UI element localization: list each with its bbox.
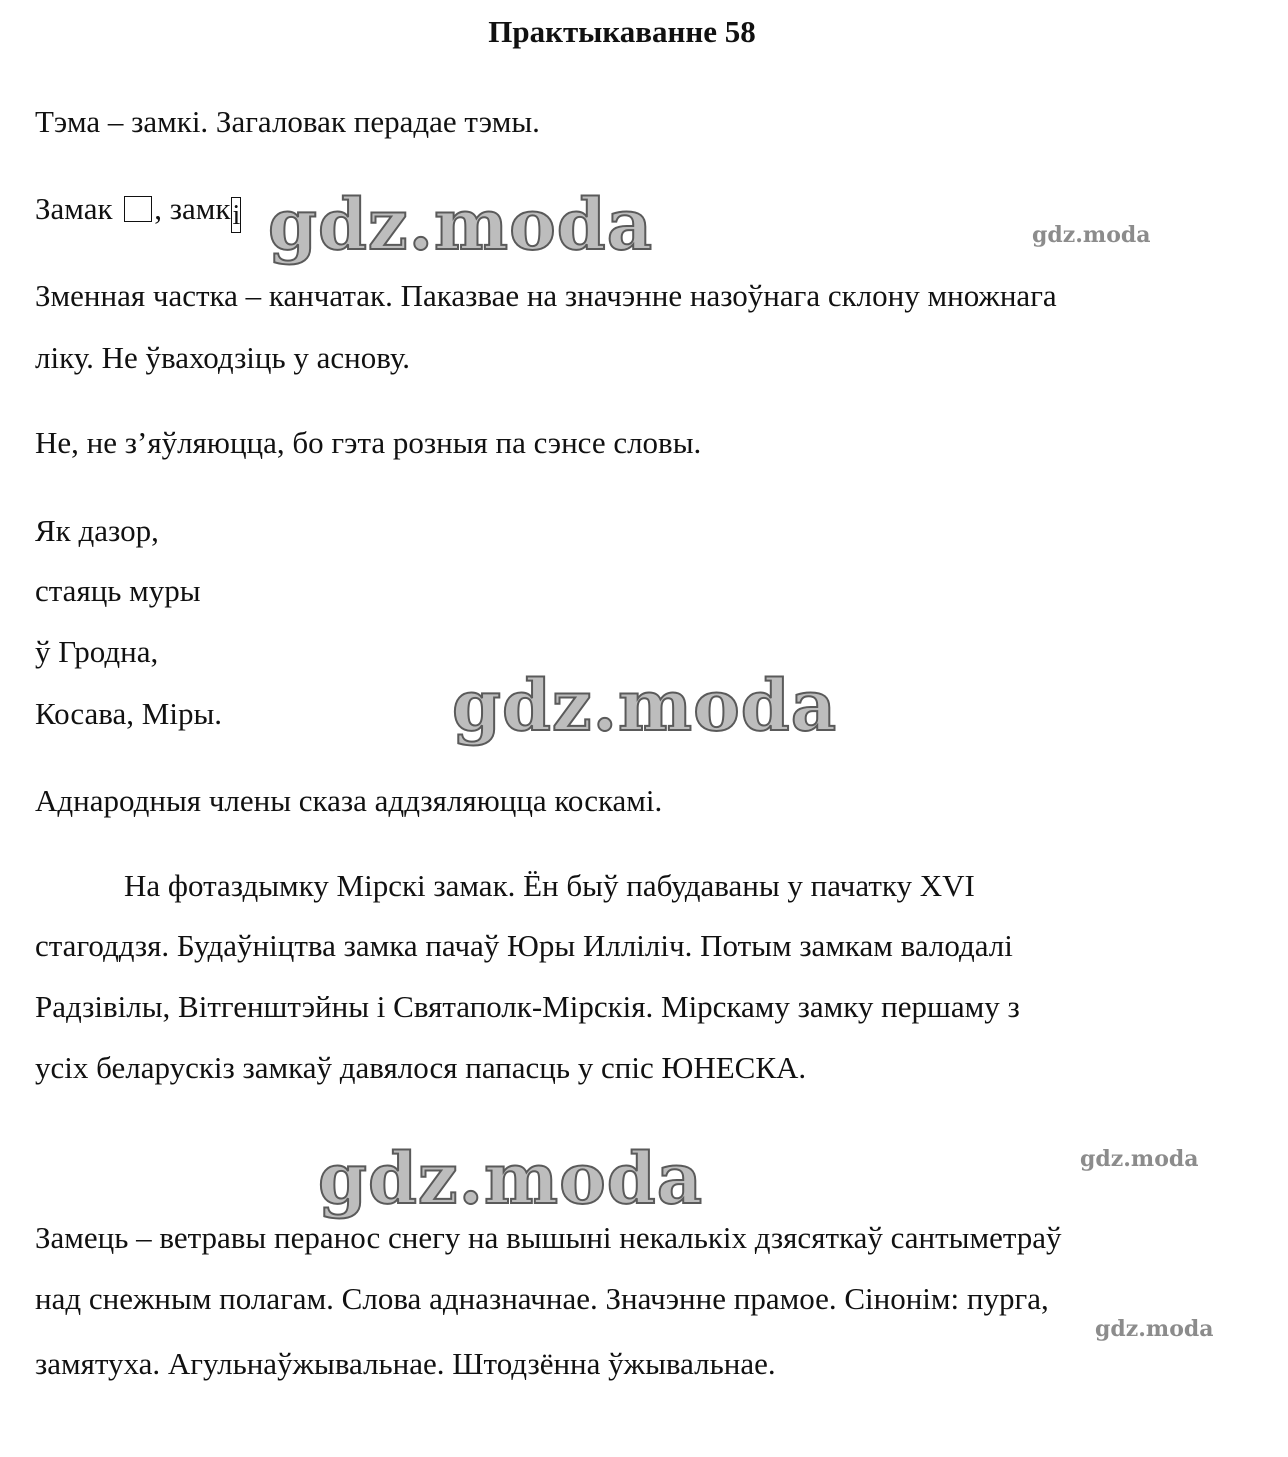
text-line-theme: Тэма – замкі. Загаловак перадае тэмы. <box>35 104 540 139</box>
word-zamak: Замак <box>35 191 121 226</box>
paragraph-line-4: усіх беларускіз замкаў давялося папасць у спіс ЮНЕСКА. <box>35 1050 807 1085</box>
watermark-logo: gdz.moda <box>318 1137 704 1220</box>
ending-mark <box>231 197 241 233</box>
definition-line-1: Замець – ветравы перанос снегу на вышыні некалькіх дзясяткаў сантыметраў <box>35 1220 1062 1255</box>
definition-line-2: над снежным полагам. Слова адназначнае. Значэнне прамое. Сінонім: пурга, <box>35 1281 1049 1316</box>
watermark-logo: gdz.moda <box>268 183 654 266</box>
text-line-morpheme <box>35 191 241 233</box>
text-line-answer: Не, не з’яўляюцца, бо гэта розныя па сэнсе словы. <box>35 425 702 460</box>
paragraph-line-2: стагоддзя. Будаўніцтва замка пачаў Юры Илліліч. Потым замкам валодалі <box>35 928 1013 963</box>
poem-line-2: стаяць муры <box>35 573 201 608</box>
ending-letter: і <box>232 200 241 231</box>
ending-box-icon <box>124 196 152 222</box>
watermark-logo: gdz.moda <box>452 664 838 747</box>
poem-line-1: Як дазор, <box>35 513 159 548</box>
watermark-small: gdz.moda <box>1080 1146 1199 1172</box>
watermark-small: gdz.moda <box>1095 1316 1214 1342</box>
text-line-ending-1: Зменная частка – канчатак. Паказвае на значэнне назоўнага склону множнага <box>35 278 1057 313</box>
paragraph-line-3: Радзівілы, Вітгенштэйны і Святаполк-Мірскія. Мірскаму замку першаму з <box>35 989 1020 1024</box>
word-zamki: , замк <box>154 191 231 226</box>
text-line-grammar: Аднародныя члены сказа аддзяляюцца коскамі. <box>35 783 663 818</box>
text-line-ending-2: ліку. Не ўваходзіць у аснову. <box>35 340 410 375</box>
page-title: Практыкаванне 58 <box>488 14 756 49</box>
poem-line-3: ў Гродна, <box>35 634 159 669</box>
watermark-small: gdz.moda <box>1032 222 1151 248</box>
definition-line-3: замятуха. Агульнаўжывальнае. Штодзённа ўжывальнае. <box>35 1346 776 1381</box>
paragraph-line-1: На фотаздымку Мірскі замак. Ён быў пабудаваны у пачатку XVI <box>124 868 975 903</box>
poem-line-4: Косава, Міры. <box>35 696 223 731</box>
